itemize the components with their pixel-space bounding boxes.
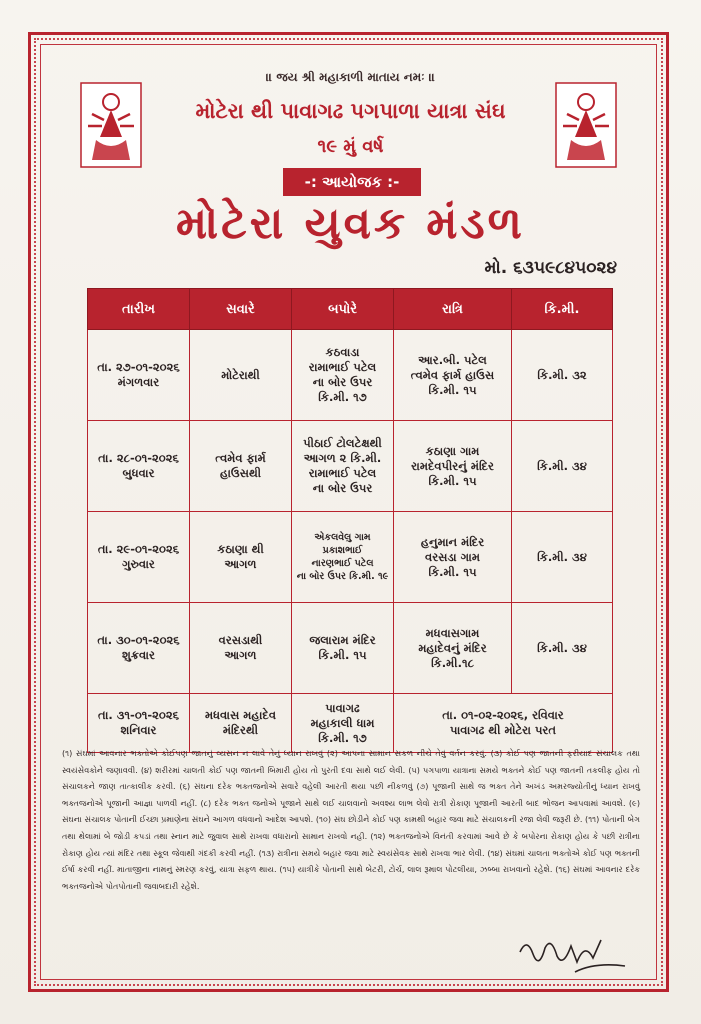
km-cell: કિ.મી. ૩૪ — [512, 421, 613, 512]
morning-cell: વરસડાથી આગળ — [190, 603, 292, 694]
table-row — [88, 512, 613, 603]
night-cell: આર.બી. પટેલ ત્વમેવ ફાર્મ હાઉસ કિ.મી. ૧૫ — [394, 330, 512, 421]
morning-cell: મોટેરાથી — [190, 330, 292, 421]
noon-cell: જલારામ મંદિર કિ.મી. ૧૫ — [292, 603, 394, 694]
mobile-number: મો. ૬૩૫૯૮૪૫૦૨૪ — [484, 258, 617, 278]
km-cell: કિ.મી. ૩૨ — [512, 330, 613, 421]
date-cell: તા. ૨૯-૦૧-૨૦૨૬ ગુરુવાર — [88, 512, 190, 603]
morning-cell: મધવાસ મહાદેવ મંદિરથી — [190, 694, 292, 753]
date-cell: તા. ૩૧-૦૧-૨૦૨૬ શનિવાર — [88, 694, 190, 753]
km-cell: કિ.મી. ૩૪ — [512, 512, 613, 603]
table-header-row — [88, 289, 613, 330]
noon-cell: કઠવાડા રામાભાઈ પટેલ ના બોર ઉપર કિ.મી. ૧૭ — [292, 330, 394, 421]
column-header-night: રાત્રિ — [394, 289, 512, 330]
morning-cell: કઠાણા થી આગળ — [190, 512, 292, 603]
date-cell: તા. ૩૦-૦૧-૨૦૨૬ શુક્રવાર — [88, 603, 190, 694]
return-info-cell: તા. ૦૧-૦૨-૨૦૨૬, રવિવાર પાવાગઢ થી મોટેરા પરત — [394, 694, 613, 753]
column-header-date: તારીખ — [88, 289, 190, 330]
invocation-text: ॥ જય શ્રી મહાકાળી માતાય નમઃ ॥ — [265, 70, 436, 84]
table-row — [88, 603, 613, 694]
noon-cell: પાવાગઢ મહાકાલી ધામ કિ.મી. ૧૭ — [292, 694, 394, 753]
signature-icon — [515, 932, 635, 982]
night-cell: હનુમાન મંદિર વરસડા ગામ કિ.મી. ૧૫ — [394, 512, 512, 603]
date-cell: તા. ૨૭-૦૧-૨૦૨૬ મંગળવાર — [88, 330, 190, 421]
noon-cell: પીઠાઈ ટોલટેક્ષથી આગળ ૨ કિ.મી. રામાભાઈ પટેલ ના બોર ઉપર — [292, 421, 394, 512]
night-cell: કઠાણા ગામ રામદેવપીરનું મંદિર કિ.મી. ૧૫ — [394, 421, 512, 512]
table-row — [88, 694, 613, 753]
noon-cell: એકલવેલુ ગામ પ્રકાશભાઈ નારણભાઈ પટેલ ના બોર ઉપર કિ.મી. ૧૯ — [292, 512, 394, 603]
table-row — [88, 330, 613, 421]
schedule-table — [87, 288, 613, 753]
organizer-name: મોટેરા યુવક મંડળ — [176, 198, 525, 249]
table-row — [88, 421, 613, 512]
column-header-morning: સવારે — [190, 289, 292, 330]
column-header-km: કિ.મી. — [512, 289, 613, 330]
column-header-noon: બપોરે — [292, 289, 394, 330]
km-cell: કિ.મી. ૩૪ — [512, 603, 613, 694]
rules-paragraph: (૧) સંઘમાં આવનાર ભક્તોએ કોઈપણ જાતનું વ્યસન ન લાવે તેનું ધ્યાન રાખવું (૨) આપના સામાન સકળ નીચે તેવું વર્તન કરવું. (૩) કોઈ પણ જાતની ફરીયાદ સંચાલક તથા સ્વયંસેવકોને જણાવવી. (૪) શરીરમાં ચાલતી કોઈ પણ જાતની બિમારી હોય તો પુરતી દવા સાથે લઈ લેવી. (૫) પગપાળા યાત્રાના સમયે ભક્તને કોઈ પણ જાતની તકલીફ હોય તો સંચાલકને જાણ તાત્કાલીક કરવી. (૬) સંઘના દરેક ભક્તજનોએ સવારે વહેલી આરતી થયા પછી નીકળવું (૭) પૂજાની સાથે જ ભક્ત તેને અખંડ અમરજ્યોતીનું ધ્યાન રાખવું ભક્તજનોએ પૂજાની આજ્ઞા પાળવી નહીં. (૮) દરેક ભક્ત જનોએ પૂજાને સાથે લઈ ચાલવાનો અવશ્ય લાભ લેવો રાત્રી રોકાણ પૂજાની આરતી બાદ ભોજન આપવામાં આવશે. (૯) સંઘના સંચાલક પોતાની ઈચ્છા પ્રમાણેના સંઘને આગળ વધવાનો આદેશ આપશે. (૧૦) સંઘ છોડીને કોઈ પણ કામથી બહાર જવા માટે સંચાલકની રજા લેવી જરૂરી છે. (૧૧) પોતાની બેગ તથા થેલામાં બે જોડી કપડાં તથા સ્નાન માટે જુવાલ સાથે રાખવા વધારાનો સામાન રાખવો નહી. (૧૨) ભક્તજનોએ વિનંતી કરવામાં આવે છે કે બપોરના રોકાણ હોય કે પછી રાત્રીના રોકાણ હોય ત્યાં મંદિર તથા સ્કૂલ જેવાથી ગંદકી કરવી નહીં. (૧૩) રાત્રીના સમયે બહાર જવા માટે સ્વયંસેવક સાથે રાખવા ભાર લેવી. (૧૪) સંઘમાં ચાલતા ભક્તોએ કોઈ પણ ભક્તની ઈર્ષા કરવી નહીં. માતાજીના નામનું સ્મરણ કરવું, યાત્રા સફળ થાય. (૧૫) યાત્રીકે પોતાની સાથે બેટરી, ટોર્ચ, લાલ રૂમાલ પોટલીયા, ઝબ્બા રાખવાનો રહેશે. (૧૬) સંઘમાં આવનાર દરેક ભક્તજનોએ પોતપોતાની જવાબદારી રહેશે. — [62, 748, 640, 891]
date-cell: તા. ૨૮-૦૧-૨૦૨૬ બુધવાર — [88, 421, 190, 512]
night-cell: મધવાસગામ મહાદેવનું મંદિર કિ.મી.૧૮ — [394, 603, 512, 694]
organizer-label: -: આયોજક :- — [283, 168, 421, 196]
morning-cell: ત્વમેવ ફાર્મ હાઉસથી — [190, 421, 292, 512]
edition-year: ૧૯ મું વર્ષ — [317, 136, 384, 157]
poster-title: મોટેરા થી પાવાગઢ પગપાળા યાત્રા સંઘ — [195, 98, 506, 123]
